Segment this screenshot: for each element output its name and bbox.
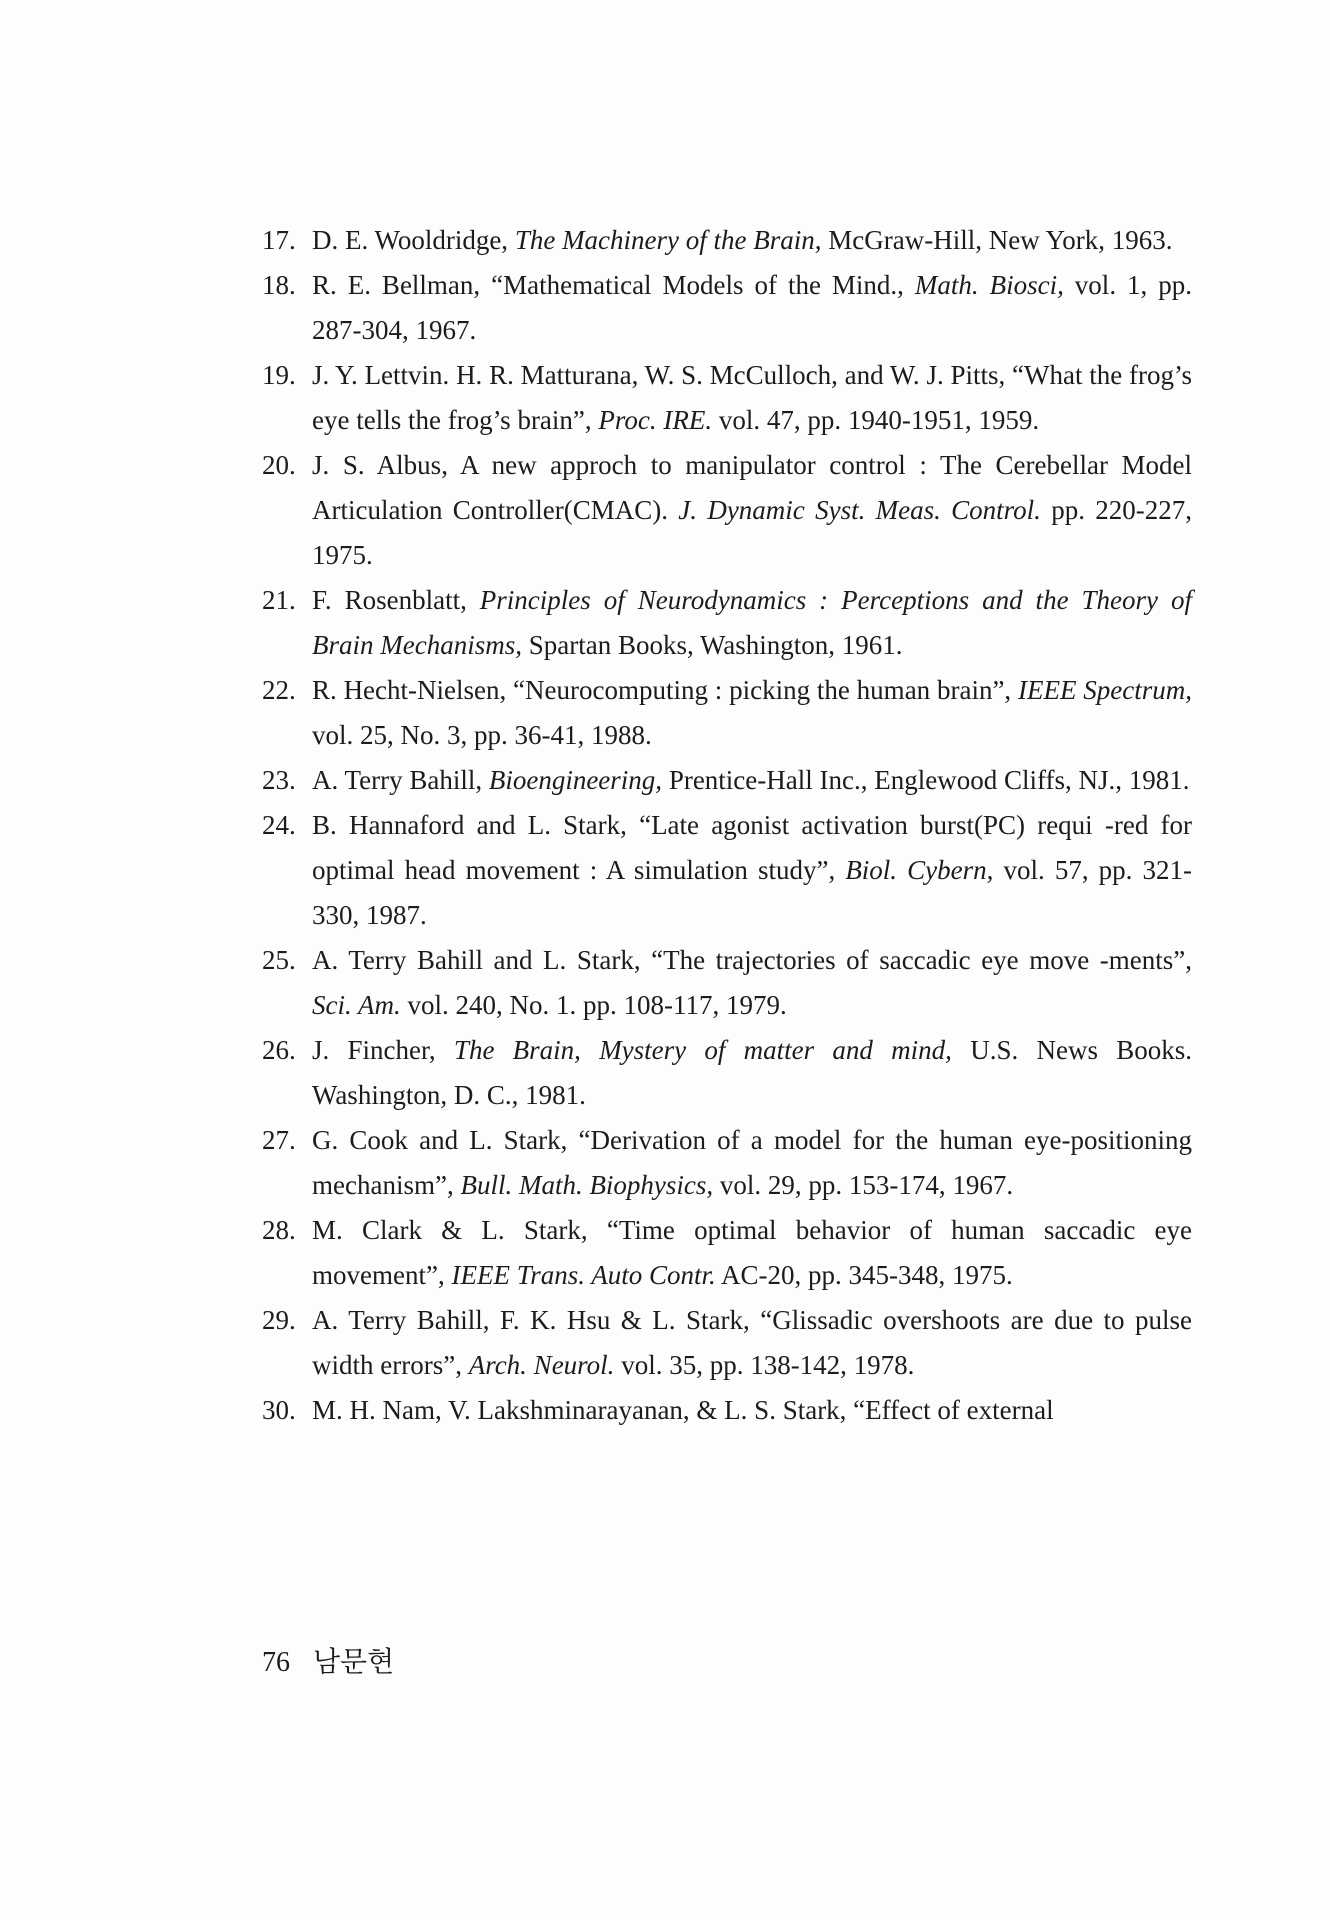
- page-number: 76: [262, 1647, 290, 1678]
- reference-text: vol. 1, pp. 287-304, 1967.: [312, 270, 1192, 345]
- reference-text: U.S. News Books. Washington, D. C., 1981.: [312, 1035, 1192, 1110]
- reference-number: 19.: [262, 360, 296, 390]
- reference-italic-text: Math. Biosci,: [914, 270, 1064, 300]
- reference-italic-text: Bull. Math. Biophysics,: [460, 1170, 714, 1200]
- reference-italic-text: The Machinery of the Brain,: [514, 225, 822, 255]
- reference-number: 21.: [262, 585, 296, 615]
- reference-text: Spartan Books, Washington, 1961.: [521, 630, 903, 660]
- reference-text: vol. 25, No. 3, pp. 36-41, 1988.: [312, 720, 652, 750]
- reference-italic-text: Principles of Neurodynamics : Perceptions and the Theory of Brain Mechanisms,: [312, 585, 1192, 660]
- reference-italic-text: The Brain, Mystery of matter and mind,: [453, 1035, 952, 1065]
- reference-item: [262, 803, 1192, 938]
- reference-item: [262, 218, 1192, 263]
- reference-text: B. Hannaford and L. Stark, “Late agonist activation burst(PC) requi -red for optimal head movement : A simulation study”,: [312, 810, 1192, 885]
- reference-text: A. Terry Bahill and L. Stark, “The trajectories of saccadic eye move -ments”,: [312, 945, 1192, 975]
- reference-italic-text: J. Dynamic Syst. Meas. Control.: [678, 495, 1041, 525]
- reference-italic-text: Biol. Cybern,: [845, 855, 994, 885]
- reference-italic-text: Arch. Neurol.: [468, 1350, 615, 1380]
- reference-italic-text: Sci. Am.: [312, 990, 401, 1020]
- reference-text: vol. 240, No. 1. pp. 108-117, 1979.: [400, 990, 787, 1020]
- reference-number: 26.: [262, 1035, 296, 1065]
- reference-item: [262, 263, 1192, 353]
- reference-text: vol. 57, pp. 321-330, 1987.: [312, 855, 1192, 930]
- reference-text: F. Rosenblatt,: [312, 585, 480, 615]
- reference-number: 18.: [262, 270, 296, 300]
- reference-text: G. Cook and L. Stark, “Derivation of a model for the human eye-positioning mechanism”,: [312, 1125, 1192, 1200]
- reference-item: [262, 1388, 1192, 1433]
- reference-italic-text: IEEE Spectrum,: [1018, 675, 1192, 705]
- reference-item: [262, 1298, 1192, 1388]
- reference-text: vol. 47, pp. 1940-1951, 1959.: [712, 405, 1040, 435]
- reference-text: AC-20, pp. 345-348, 1975.: [715, 1260, 1013, 1290]
- reference-text: vol. 35, pp. 138-142, 1978.: [614, 1350, 915, 1380]
- reference-text: vol. 29, pp. 153-174, 1967.: [713, 1170, 1014, 1200]
- reference-text: pp. 220-227, 1975.: [312, 495, 1192, 570]
- reference-text: A. Terry Bahill,: [312, 765, 489, 795]
- reference-item: [262, 938, 1192, 1028]
- reference-item: [262, 758, 1192, 803]
- reference-text: A. Terry Bahill, F. K. Hsu & L. Stark, “Glissadic overshoots are due to pulse width errors”,: [312, 1305, 1192, 1380]
- reference-item: [262, 668, 1192, 758]
- reference-number: 24.: [262, 810, 296, 840]
- reference-text: Prentice-Hall Inc., Englewood Cliffs, NJ., 1981.: [662, 765, 1190, 795]
- reference-number: 27.: [262, 1125, 296, 1155]
- reference-number: 22.: [262, 675, 296, 705]
- reference-text: McGraw-Hill, New York, 1963.: [821, 225, 1173, 255]
- reference-number: 20.: [262, 450, 296, 480]
- reference-text: J. Y. Lettvin. H. R. Matturana, W. S. McCulloch, and W. J. Pitts, “What the frog’s eye tells the frog’s brain”,: [312, 360, 1192, 435]
- reference-item: [262, 1208, 1192, 1298]
- page-footer: [262, 1640, 394, 1680]
- reference-text: M. H. Nam, V. Lakshminarayanan, & L. S. Stark, “Effect of external: [312, 1395, 1054, 1425]
- reference-list: [262, 218, 1192, 1433]
- reference-number: 29.: [262, 1305, 296, 1335]
- reference-number: 30.: [262, 1395, 296, 1425]
- reference-item: [262, 578, 1192, 668]
- reference-number: 28.: [262, 1215, 296, 1245]
- footer-author: 남문현: [313, 1647, 395, 1678]
- reference-italic-text: Proc. IRE.: [598, 405, 713, 435]
- reference-item: [262, 1118, 1192, 1208]
- reference-text: D. E. Wooldridge,: [312, 225, 515, 255]
- reference-number: 17.: [262, 225, 296, 255]
- reference-item: [262, 353, 1192, 443]
- reference-text: R. Hecht-Nielsen, “Neurocomputing : picking the human brain”,: [312, 675, 1018, 705]
- reference-text: R. E. Bellman, “Mathematical Models of the Mind.,: [312, 270, 915, 300]
- reference-text: J. S. Albus, A new approch to manipulator control : The Cerebellar Model Articulation Controller(CMAC).: [312, 450, 1192, 525]
- reference-item: [262, 443, 1192, 578]
- reference-italic-text: IEEE Trans. Auto Contr.: [451, 1260, 716, 1290]
- reference-text: M. Clark & L. Stark, “Time optimal behavior of human saccadic eye movement”,: [312, 1215, 1192, 1290]
- reference-text: J. Fincher,: [312, 1035, 454, 1065]
- reference-italic-text: Bioengineering,: [488, 765, 663, 795]
- reference-item: [262, 1028, 1192, 1118]
- reference-number: 23.: [262, 765, 296, 795]
- reference-number: 25.: [262, 945, 296, 975]
